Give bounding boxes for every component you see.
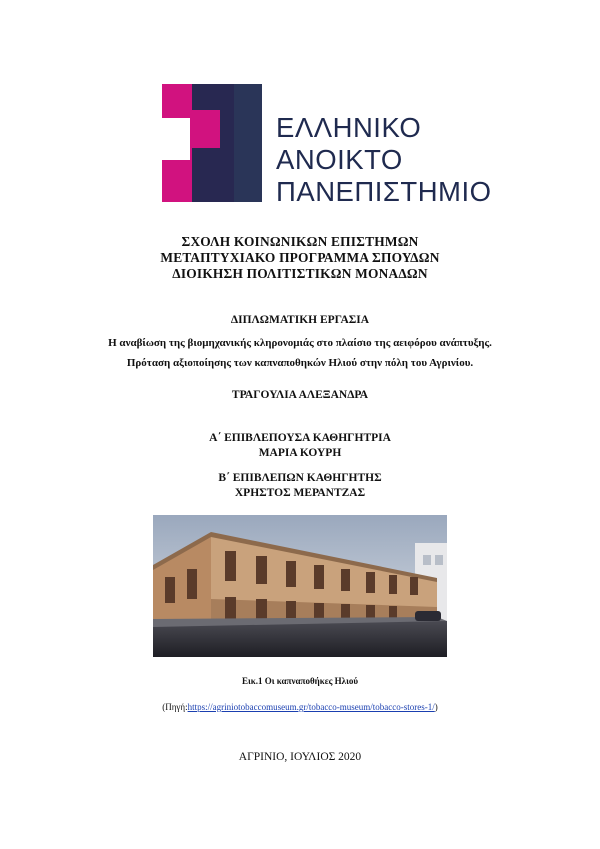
- source-suffix: ): [434, 702, 438, 712]
- logo-line-1: ΕΛΛΗΝΙΚΟ: [276, 112, 422, 143]
- second-supervisor-name: ΧΡΗΣΤΟΣ ΜΕΡΑΝΤΖΑΣ: [234, 487, 366, 499]
- second-supervisor: [0, 471, 600, 501]
- place-date: ΑΓΡΙΝΙΟ, ΙΟΥΛΙΟΣ 2020: [238, 751, 362, 763]
- figure-source: [0, 702, 600, 712]
- thesis-title: [0, 333, 600, 373]
- school-name: ΣΧΟΛΗ ΚΟΙΝΩΝΙΚΩΝ ΕΠΙΣΤΗΜΩΝ: [181, 234, 419, 249]
- second-supervisor-role: Β΄ ΕΠΙΒΛΕΠΩΝ ΚΑΘΗΓΗΤΗΣ: [218, 472, 382, 484]
- school-block: [0, 234, 600, 282]
- first-supervisor-name: ΜΑΡΙΑ ΚΟΥΡΗ: [258, 447, 342, 459]
- figure-caption: Εικ.1 Οι καπναποθήκες Ηλιού: [241, 676, 359, 686]
- thesis-title-line-1: Η αναβίωση της βιομηχανικής κληρονομιάς στο πλαίσιο της αειφόρου ανάπτυξης.: [108, 337, 492, 349]
- thesis-title-line-2: Πρόταση αξιοποίησης των καπναποθηκών Ηλιού στην πόλη του Αγρινίου.: [126, 357, 474, 369]
- first-supervisor: [0, 431, 600, 461]
- source-link[interactable]: https://agriniotobaccomuseum.gr/tobacco-museum/tobacco-stores-1/: [187, 702, 435, 712]
- source-prefix: (Πηγή:: [162, 702, 188, 712]
- first-supervisor-role: Α΄ ΕΠΙΒΛΕΠΟΥΣΑ ΚΑΘΗΓΗΤΡΙΑ: [209, 432, 391, 444]
- program-name: ΜΕΤΑΠΤΥΧΙΑΚΟ ΠΡΟΓΡΑΜΜΑ ΣΠΟΥΔΩΝ: [160, 250, 440, 265]
- logo-line-2: ΑΝΟΙΚΤΟ: [276, 144, 403, 175]
- program-specialization: ΔΙΟΙΚΗΣΗ ΠΟΛΙΤΙΣΤΙΚΩΝ ΜΟΝΑΔΩΝ: [172, 266, 428, 281]
- logo-wordmark: [276, 112, 492, 208]
- tobacco-warehouse-photo: [153, 515, 447, 657]
- thesis-type: ΔΙΠΛΩΜΑΤΙΚΗ ΕΡΓΑΣΙΑ: [230, 314, 370, 326]
- author-name: ΤΡΑΓΟΥΛΙΑ ΑΛΕΞΑΝΔΡΑ: [231, 389, 369, 401]
- logo-line-3: ΠΑΝΕΠΙΣΤΗΜΙΟ: [276, 176, 492, 207]
